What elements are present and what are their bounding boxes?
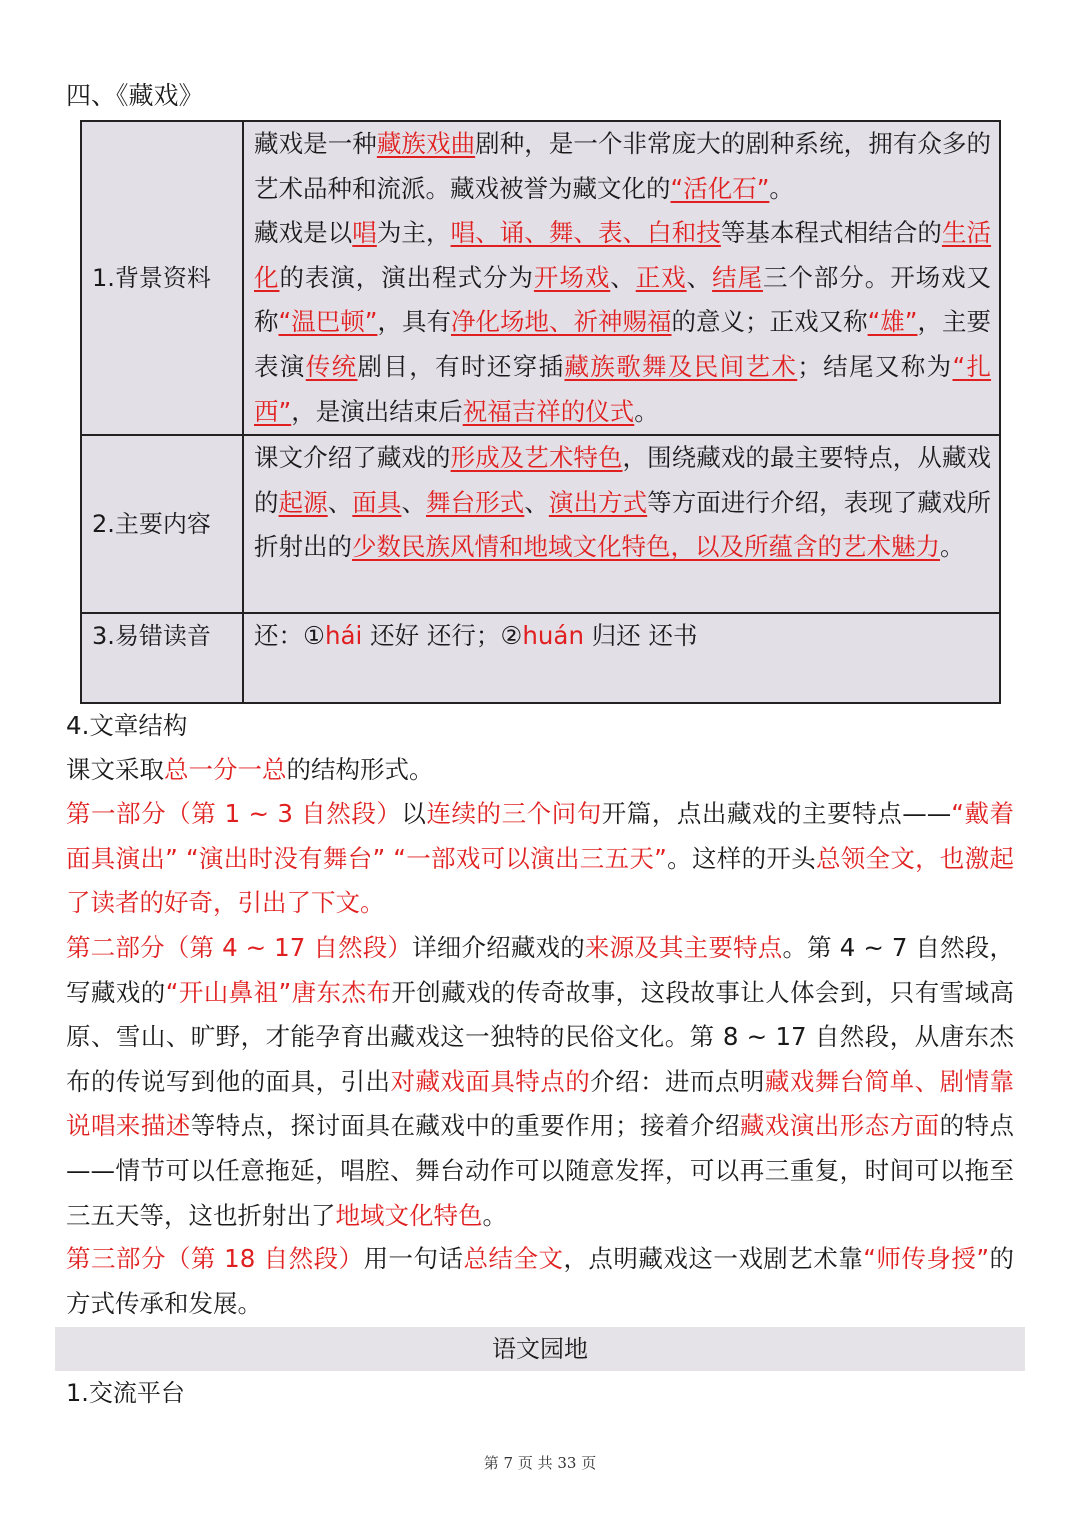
- text: 、: [686, 262, 713, 292]
- text: 的表演，演出程式分为: [279, 262, 534, 292]
- text: 。这样的开头: [666, 843, 816, 873]
- highlight: 连续的三个问句: [426, 799, 602, 828]
- highlight: “温巴顿”: [278, 307, 378, 337]
- highlight: 少数民族风情和地域文化特色，以及所蕴含的艺术魅力: [352, 532, 940, 562]
- highlight: 舞台形式: [426, 487, 525, 517]
- text: 。第 4 ~ 7 自然段，写藏戏的: [66, 933, 1014, 1007]
- text: 介绍：进而点明: [590, 1066, 765, 1096]
- structure-part3: [66, 1237, 1014, 1326]
- text: 。: [940, 532, 965, 562]
- text: 藏戏是一种: [254, 129, 377, 158]
- text: 、: [524, 487, 549, 517]
- text: 的方式传承和发展。: [66, 1244, 1015, 1318]
- part-label: 第一部分（第 1 ~ 3 自然段）: [66, 799, 402, 828]
- row-label-content: 2.主要内容: [81, 435, 243, 613]
- highlight: 祝福吉祥的仪式: [462, 396, 635, 426]
- highlight: 面具: [352, 487, 402, 517]
- text: 等基本程式相结合的: [720, 218, 942, 248]
- highlight: “师传身授”: [863, 1244, 990, 1273]
- highlight: “雄”: [867, 307, 918, 337]
- text: 开创藏戏的传奇故事，这段故事让人体会到，只有雪域高原、雪山、旷野，才能孕育出藏戏这一独特的民俗文化。第 8 ~ 17 自然段，从唐东杰布的传说写到他的面具，引出: [66, 977, 1014, 1096]
- text: 、: [610, 262, 636, 292]
- highlight: “活化石”: [670, 173, 770, 203]
- text: 的意义；正戏又称: [671, 307, 868, 337]
- info-table: [80, 120, 1001, 704]
- text: 详细介绍藏戏的: [412, 933, 585, 962]
- highlight: “开山鼻祖”唐东杰布: [165, 977, 392, 1007]
- highlight: 地域文化特色: [335, 1200, 483, 1230]
- text: 课文采取: [66, 755, 164, 784]
- text: ，主要表演: [254, 307, 992, 381]
- section-banner: 语文园地: [55, 1327, 1025, 1371]
- text: 。: [769, 173, 794, 203]
- text: 的特点——情节可以任意拖延，唱腔、舞台动作可以随意发挥，可以再三重复，时间可以拖至三五天等，这也折射出了: [66, 1111, 1015, 1230]
- highlight: “戴着面具演出” “演出时没有舞台” “一部戏可以演出三五天”: [66, 799, 1015, 873]
- row-content-pronunciation: [243, 613, 1000, 703]
- text: 。: [482, 1200, 507, 1230]
- text: 、: [327, 487, 353, 517]
- text: 的结构形式。: [286, 755, 434, 784]
- highlight: 净化场地、祈神赐福: [450, 307, 672, 337]
- subsection-title: 1.交流平台: [66, 1379, 185, 1407]
- structure-part2: [66, 926, 1014, 1238]
- highlight: 藏戏舞台简单、剧情靠说唱来描述: [66, 1066, 1015, 1141]
- highlight: 藏戏演出形态方面: [739, 1111, 940, 1141]
- highlight: “扎西”: [254, 351, 992, 426]
- text: 剧种，是一个非常庞大的剧种系统，拥有众多的艺术品种和流派。藏戏被誉为藏文化的: [254, 129, 992, 203]
- text: ，具有: [377, 307, 451, 337]
- text: 开篇，点出藏戏的主要特点——: [601, 799, 952, 828]
- highlight: 生活化: [254, 218, 992, 292]
- text: 藏戏是以: [254, 218, 353, 248]
- row-content-main: [243, 435, 1000, 613]
- highlight: 演出方式: [548, 487, 648, 517]
- row-label-background: 1.背景资料: [81, 121, 243, 435]
- table-row-pronunciation: [81, 613, 1000, 703]
- text: 剧目，有时还穿插: [357, 351, 565, 381]
- table-row-background: [81, 121, 1000, 435]
- pinyin: huán: [522, 621, 584, 651]
- section-heading: 四、《藏戏》: [66, 81, 204, 110]
- highlight: 藏族歌舞及民间艺术: [564, 351, 798, 381]
- highlight: 结尾: [712, 262, 763, 292]
- part-label: 第三部分（第 18 自然段）: [66, 1244, 364, 1273]
- highlight: 传统: [305, 351, 358, 381]
- highlight: 唱、诵、舞、表、白和技: [450, 218, 721, 248]
- structure-part1: [66, 792, 1014, 926]
- row-label-pronunciation: 3.易错读音: [81, 613, 243, 703]
- highlight: 对藏戏面具特点的: [390, 1066, 591, 1096]
- highlight: 来源及其主要特点: [584, 933, 783, 962]
- pinyin: hái: [324, 621, 363, 651]
- text: ，是演出结束后: [291, 396, 463, 426]
- highlight: 总领全文，也激起了读者的好奇，引出了下文。: [66, 843, 1015, 918]
- text: ；结尾又称为: [797, 351, 953, 381]
- text: 。: [634, 396, 659, 426]
- text: 归还 还书: [583, 621, 698, 651]
- text: 用一句话: [363, 1244, 464, 1273]
- text: 三个部分。开场戏又称: [254, 262, 992, 337]
- structure-intro: [66, 748, 1014, 793]
- structure-title: 4.文章结构: [66, 711, 188, 740]
- text: 还好 还行；②: [362, 621, 523, 651]
- text: 还：①: [254, 621, 325, 651]
- text: 、: [401, 487, 427, 517]
- text: ，围绕藏戏的最主要特点，从藏戏的: [254, 443, 992, 517]
- highlight: 开场戏: [533, 262, 611, 292]
- highlight: 起源: [278, 487, 328, 517]
- text: 以: [401, 799, 427, 828]
- highlight: 总一分一总: [164, 755, 287, 784]
- highlight: 唱: [352, 218, 377, 248]
- text: ，点明藏戏这一戏剧艺术靠: [563, 1244, 864, 1273]
- text: 为主，: [376, 218, 451, 248]
- highlight: 形成及艺术特色: [450, 443, 623, 473]
- part-label: 第二部分（第 4 ~ 17 自然段）: [66, 933, 413, 962]
- highlight: 正戏: [635, 262, 687, 292]
- text: 等特点，探讨面具在藏戏中的重要作用；接着介绍: [190, 1111, 740, 1141]
- row-content-background: [243, 121, 1000, 435]
- highlight: 总结全文: [463, 1244, 564, 1273]
- table-row-content: [81, 435, 1000, 613]
- text: 课文介绍了藏戏的: [254, 443, 451, 473]
- page-footer: 第 7 页 共 33 页: [483, 1454, 597, 1472]
- text: 等方面进行介绍，表现了藏戏所折射出的: [254, 487, 992, 562]
- highlight: 藏族戏曲: [376, 129, 476, 158]
